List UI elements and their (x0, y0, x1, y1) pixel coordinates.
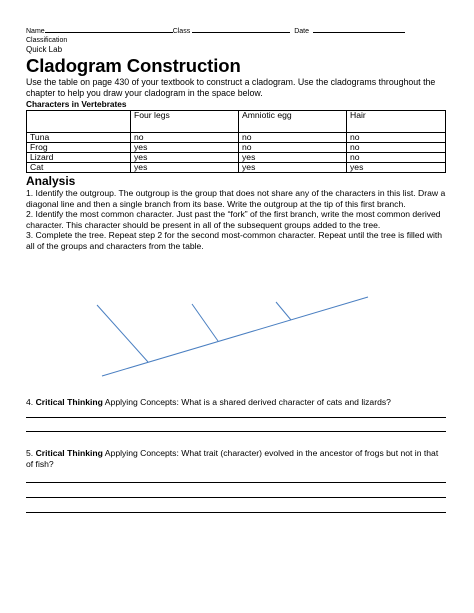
analysis-step-2: 2. Identify the most common character. Just past the “fork” of the first branch, write the most common derived character. This character should be present in all of the subsequent groups added to the tree. (26, 209, 441, 230)
question-5-text: Applying Concepts: What trait (character) evolved in the ancestor of frogs but not in that of fish? (26, 448, 439, 469)
table-caption: Characters in Vertebrates (26, 99, 127, 109)
answer-line[interactable] (26, 482, 446, 483)
table-header-cell: Hair (347, 111, 446, 133)
answer-line[interactable] (26, 497, 446, 498)
cladogram-branch-1 (97, 305, 148, 362)
answer-line[interactable] (26, 417, 446, 418)
question-5-bold: Critical Thinking (35, 448, 103, 458)
table-cell: yes (131, 143, 239, 153)
answer-line[interactable] (26, 431, 446, 432)
table-cell: Tuna (27, 133, 131, 143)
cladogram-main-line (102, 297, 368, 376)
cladogram-branch-2 (192, 304, 218, 341)
cladogram-branch-3 (276, 302, 291, 320)
table-header-cell: Amniotic egg (239, 111, 347, 133)
quick-lab-label: Quick Lab (26, 45, 63, 54)
question-5-number: 5. (26, 448, 34, 458)
name-label: Name (26, 28, 45, 35)
table-cell: Lizard (27, 153, 131, 163)
table-cell: no (347, 133, 446, 143)
classification-label: Classification (26, 37, 68, 44)
answer-line[interactable] (26, 512, 446, 513)
question-4-bold: Critical Thinking (35, 397, 103, 407)
date-label: Date (294, 28, 309, 35)
analysis-heading: Analysis (26, 174, 76, 188)
table-header-cell: Four legs (131, 111, 239, 133)
table-cell: yes (131, 153, 239, 163)
question-4-text: Applying Concepts: What is a shared derived character of cats and lizards? (102, 397, 391, 407)
table-cell: yes (131, 163, 239, 173)
class-label: Class (172, 28, 191, 35)
question-5 (26, 448, 446, 469)
intro-text: Use the table on page 430 of your textbook to construct a cladogram. Use the cladograms throughout the chapter to help you draw your cladogram in the space below. (26, 77, 436, 98)
table-cell: Cat (27, 163, 131, 173)
table-cell: no (239, 133, 347, 143)
question-4 (26, 397, 446, 408)
analysis-step-1: 1. Identify the outgroup. The outgroup is the group that does not share any of the characters in this list. Draw a diagonal line and then a single branch from its base. Write the outgroup at the tip of this first branch. (26, 188, 446, 209)
table-cell: no (239, 143, 347, 153)
table-cell: yes (347, 163, 446, 173)
page-title: Cladogram Construction (26, 55, 241, 76)
table-cell: no (347, 143, 446, 153)
table-cell: no (347, 153, 446, 163)
table-cell: yes (239, 153, 347, 163)
question-4-number: 4. (26, 397, 34, 407)
table-cell: no (131, 133, 239, 143)
analysis-step-3: 3. Complete the tree. Repeat step 2 for the second most-common character. Repeat until the tree is filled with all of the groups and characters from the table. (26, 230, 443, 251)
table-cell: yes (239, 163, 347, 173)
table-cell: Frog (27, 143, 131, 153)
